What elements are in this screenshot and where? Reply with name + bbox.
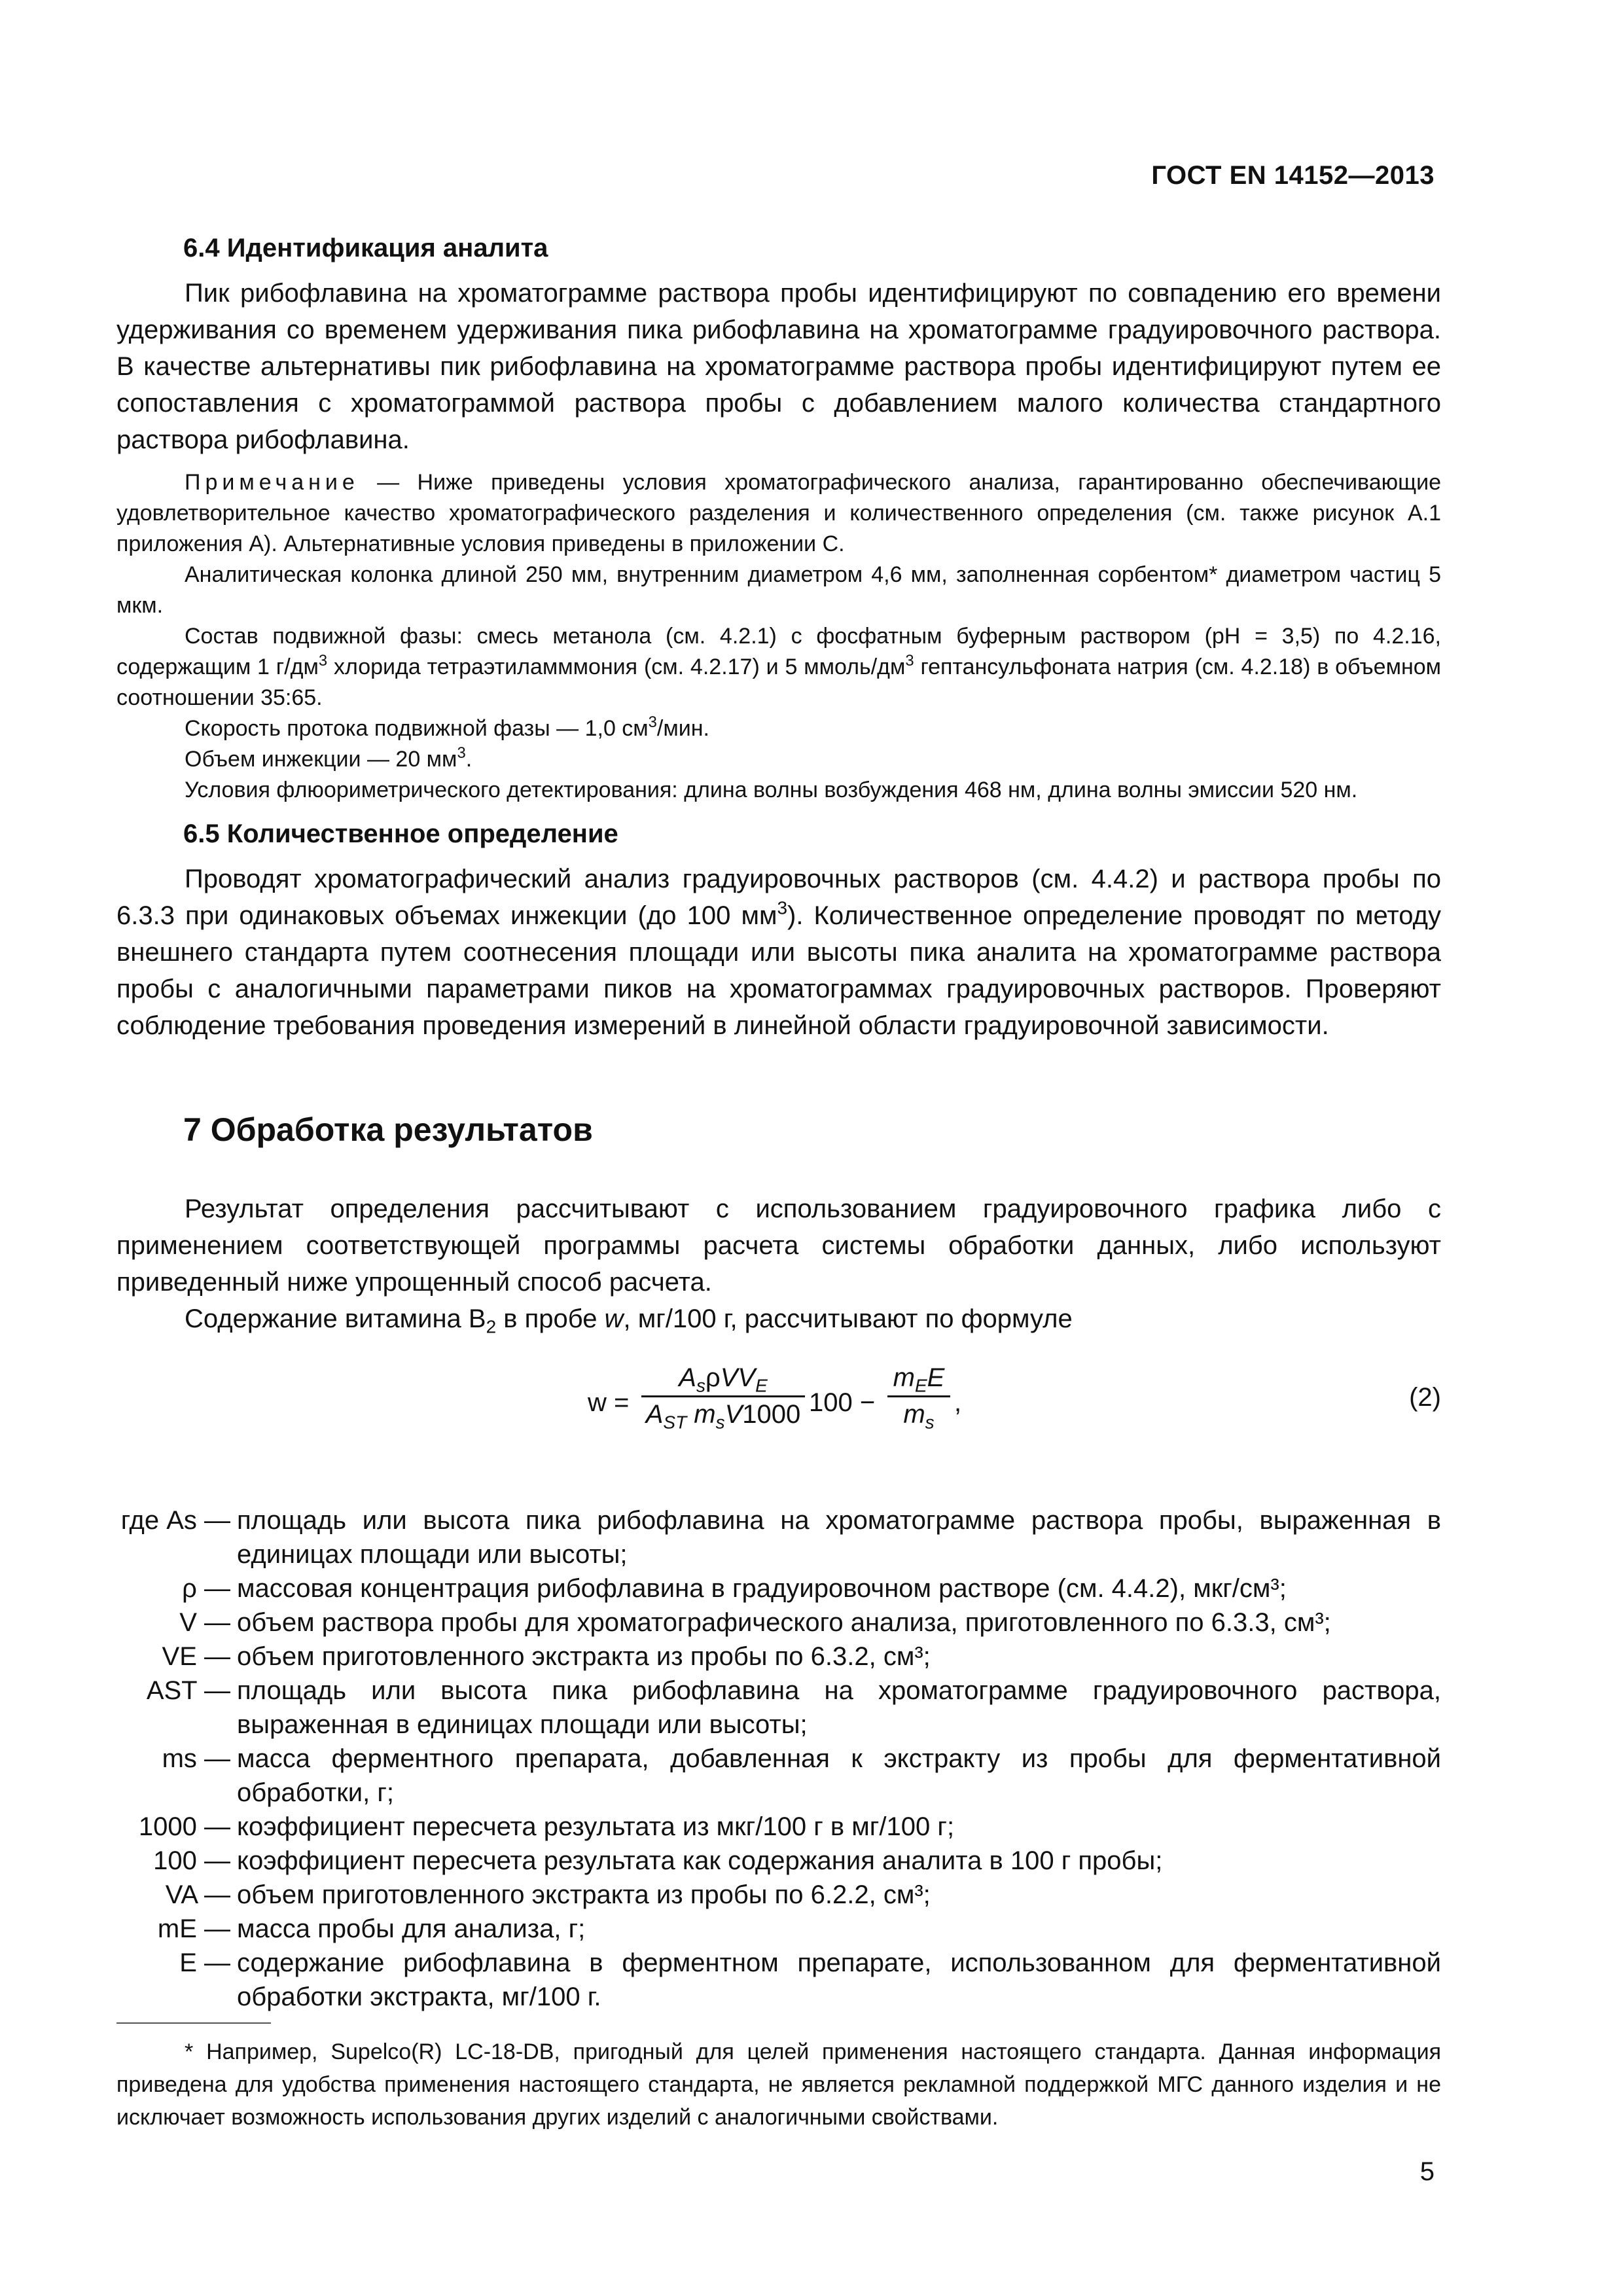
definition-row (116, 1844, 1441, 1878)
definition-symbol: VA — (165, 1880, 230, 1909)
formula-denominator-2: $m_s$ (887, 1395, 950, 1429)
definition-row (116, 1674, 1441, 1742)
formula-numerator-1: $A_s\rho VV_E$ (679, 1363, 768, 1396)
note-label: Примечание (185, 470, 359, 495)
formula-multiplier: 100 − (809, 1388, 876, 1417)
definition-symbol: 1000 — (138, 1812, 230, 1841)
definition-row (116, 1946, 1441, 2014)
definition-text: объем приготовленного экстракта из пробы по 6.2.2, см³; (237, 1880, 931, 1909)
definition-symbol: AST — (146, 1676, 230, 1705)
section-7-paragraph: Результат определения рассчитывают с использованием градуировочного графика либо с применением соответствующей программы расчета системы обработки данных, либо используют приведенный ниже упрощенный способ расчета. (116, 1194, 1441, 1297)
variable-definitions (116, 1503, 1441, 2014)
formula-numerator-2: $m_EE$ (893, 1363, 945, 1396)
definition-symbol: VE — (162, 1642, 230, 1671)
formula-denominator-1: $A_{ST}$ $m_sV1000$ (641, 1395, 805, 1429)
definition-row (116, 1810, 1441, 1844)
definition-symbol: ms — (162, 1744, 230, 1773)
section-6-4-title: 6.4 Идентификация аналита (183, 234, 548, 262)
note-injection-volume: Объем инжекции — 20 $мм^3$. (185, 744, 473, 772)
formula-comma: , (954, 1388, 962, 1417)
definition-row (116, 1640, 1441, 1674)
definition-text: коэффициент пересчета результата из мкг/100 г в мг/100 г; (237, 1812, 955, 1841)
definition-text: масса ферментного препарата, добавленная к экстракту из пробы для ферментативной обработки, г; (237, 1744, 1441, 1807)
definition-row (116, 1742, 1441, 1810)
definition-symbol: 100 — (153, 1846, 230, 1875)
definition-text: массовая концентрация рибофлавина в градуировочном растворе (см. 4.4.2), мкг/см³; (237, 1574, 1287, 1603)
definition-symbol: E — (179, 1948, 230, 1977)
note-flow-rate: Скорость протока подвижной фазы — 1,0 $см^3$/мин. (185, 713, 709, 741)
page-number: 5 (1419, 2157, 1435, 2186)
document-id: ГОСТ EN 14152—2013 (1151, 161, 1435, 190)
section-6-4-paragraph: Пик рибофлавина на хроматограмме раствора пробы идентифицируют по совпадению его времени удерживания со временем удерживания пика рибофлавина на хроматограмме градуировочного раствора. В качестве альтернативы пик рибофлавина на хроматограмме раствора пробы идентифицируют путем ее сопоставления с хроматограммой раствора пробы с добавлением малого количества стандартного раствора рибофлавина. (116, 279, 1441, 454)
note-mobile-phase: Состав подвижной фазы: смесь метанола (см. 4.2.1) с фосфатным буферным раствором (pH = 3,5) по 4.2.16, содержащим 1 $г/дм^3$ хлорида тетраэтиламммония (см. 4.2.17) и 5 ммоль/$дм^3$ гептансульфоната натрия (см. 4.2.18) в объемном соотношении 35:65. (116, 624, 1442, 710)
definition-row (116, 1912, 1441, 1946)
definition-text: коэффициент пересчета результата как содержания аналита в 100 г пробы; (237, 1846, 1163, 1875)
footnote-divider (116, 2022, 271, 2024)
definition-text: содержание рибофлавина в ферментном препарате, использованном для ферментативной обработки экстракта, мг/100 г. (237, 1948, 1441, 2011)
definition-row (116, 1571, 1441, 1605)
formula-lhs: w = (588, 1388, 630, 1417)
definition-row (116, 1605, 1441, 1640)
note-paragraph: Примечание — Ниже приведены условия хроматографического анализа, гарантированно обеспечивающие удовлетворительное качество хроматографического разделения и количественного определения (см. также рисунок А.1 приложения А). Альтернативные условия приведены в приложении С. (116, 470, 1441, 556)
main-content (116, 229, 1441, 2014)
definition-row (116, 1878, 1441, 1912)
definition-text: объем приготовленного экстракта из пробы по 6.3.2, см³; (237, 1642, 931, 1671)
definition-row (116, 1503, 1441, 1571)
formula-fraction-2 (887, 1363, 950, 1433)
footnote: * Например, Supelco(R) LC-18-DB, пригодный для целей применения настоящего стандарта. Данная информация приведена для удобства применения настоящего стандарта, не является рекламной поддержкой МГС данного изделия и не исключает возможность использования других изделий с аналогичными свойствами. (116, 2039, 1441, 2130)
definition-text: площадь или высота пика рибофлавина на хроматограмме раствора пробы, выраженная в единицах площади или высоты; (237, 1506, 1441, 1569)
section-7-formula-intro: Содержание витамина $B_2$ в пробе w, мг/100 г, рассчитывают по формуле (185, 1304, 1073, 1337)
section-6-5-paragraph: Проводят хроматографический анализ градуировочных растворов (см. 4.4.2) и раствора пробы по 6.3.3 при одинаковых объемах инжекции (до 100 $мм^3$). Количественное определение проводят по методу внешнего стандарта путем соотнесения площади или высоты пика аналита на хроматограмме раствора пробы с аналогичными параметрами пиков на хроматограммах градуировочных растворов. Проверяют соблюдение требования проведения измерений в линейной области градуировочной зависимости. (116, 865, 1441, 1040)
definition-text: объем раствора пробы для хроматографического анализа, приготовленного по 6.3.3, см³; (237, 1608, 1331, 1637)
note-detection: Условия флюориметрического детектирования: длина волны возбуждения 468 нм, длина волны эмиссии 520 нм. (185, 778, 1358, 802)
formula-2 (116, 1363, 1441, 1488)
definition-symbol: ρ — (182, 1574, 230, 1603)
definition-symbol: mE — (157, 1914, 230, 1943)
section-7-title: 7 Обработка результатов (183, 1111, 593, 1148)
equation-number: (2) (1409, 1383, 1441, 1412)
note-column: Аналитическая колонка длиной 250 мм, внутренним диаметром 4,6 мм, заполненная сорбентом* диаметром частиц 5 мкм. (116, 562, 1441, 618)
definition-symbol: где As — (120, 1506, 230, 1535)
formula-fraction-1 (641, 1363, 805, 1433)
definition-text: масса пробы для анализа, г; (237, 1914, 586, 1943)
definition-text: площадь или высота пика рибофлавина на хроматограмме градуировочного раствора, выраженная в единицах площади или высоты; (237, 1676, 1441, 1739)
definition-symbol: V — (179, 1608, 230, 1637)
section-6-5-title: 6.5 Количественное определение (183, 819, 618, 848)
